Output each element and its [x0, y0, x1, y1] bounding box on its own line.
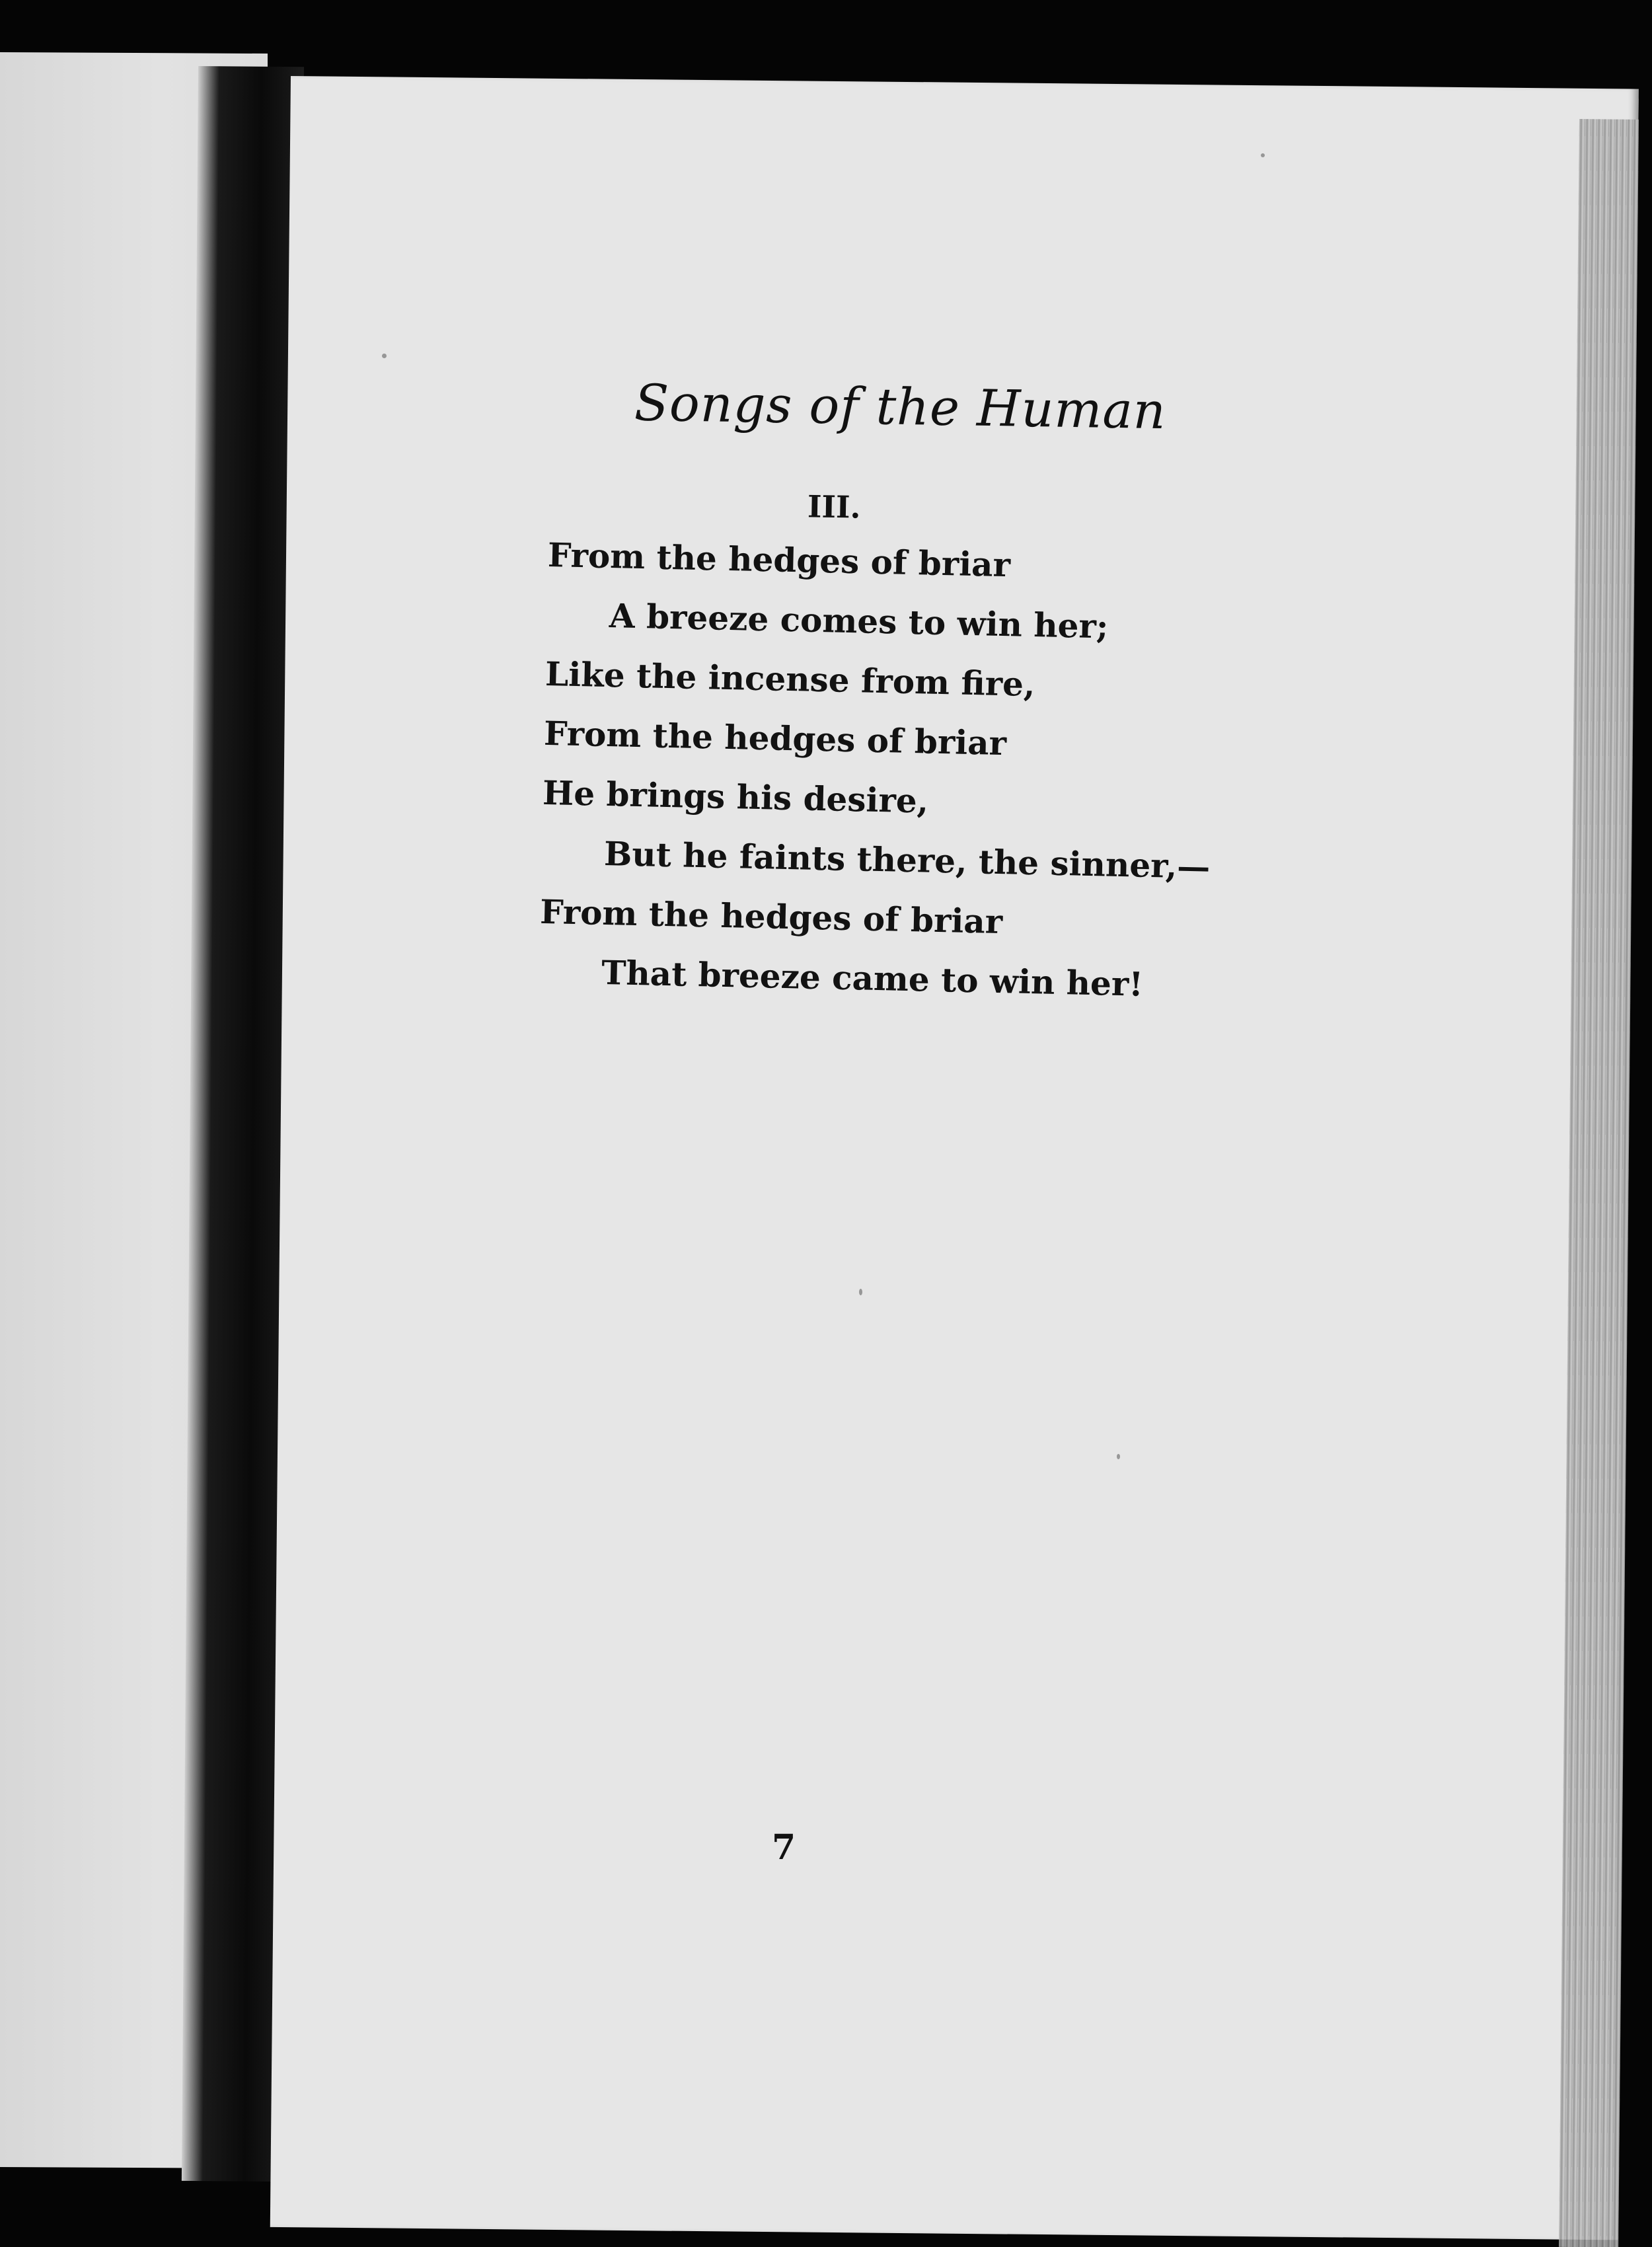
paper-speck	[859, 1289, 862, 1295]
poem-line: But he faints there, the sinner,—	[603, 833, 1211, 886]
section-number: III.	[807, 488, 861, 525]
page-number: 7	[772, 1827, 796, 1868]
poem-line: Like the incense from fire,	[544, 654, 1036, 705]
poem-line: That breeze came to win her!	[601, 952, 1144, 1004]
paper-speck	[1261, 153, 1265, 157]
poem-line: A breeze comes to win her;	[609, 596, 1109, 646]
poem-line: He brings his desire,	[542, 773, 929, 821]
paper-speck	[382, 354, 387, 358]
poem-line: From the hedges of briar	[543, 713, 1007, 763]
poem-line: From the hedges of briar	[539, 892, 1003, 942]
running-title: Songs of the Human	[634, 373, 1167, 441]
poem-line: From the hedges of briar	[547, 535, 1011, 585]
poem-stanza	[538, 525, 1275, 1017]
paper-speck	[1117, 1454, 1120, 1459]
